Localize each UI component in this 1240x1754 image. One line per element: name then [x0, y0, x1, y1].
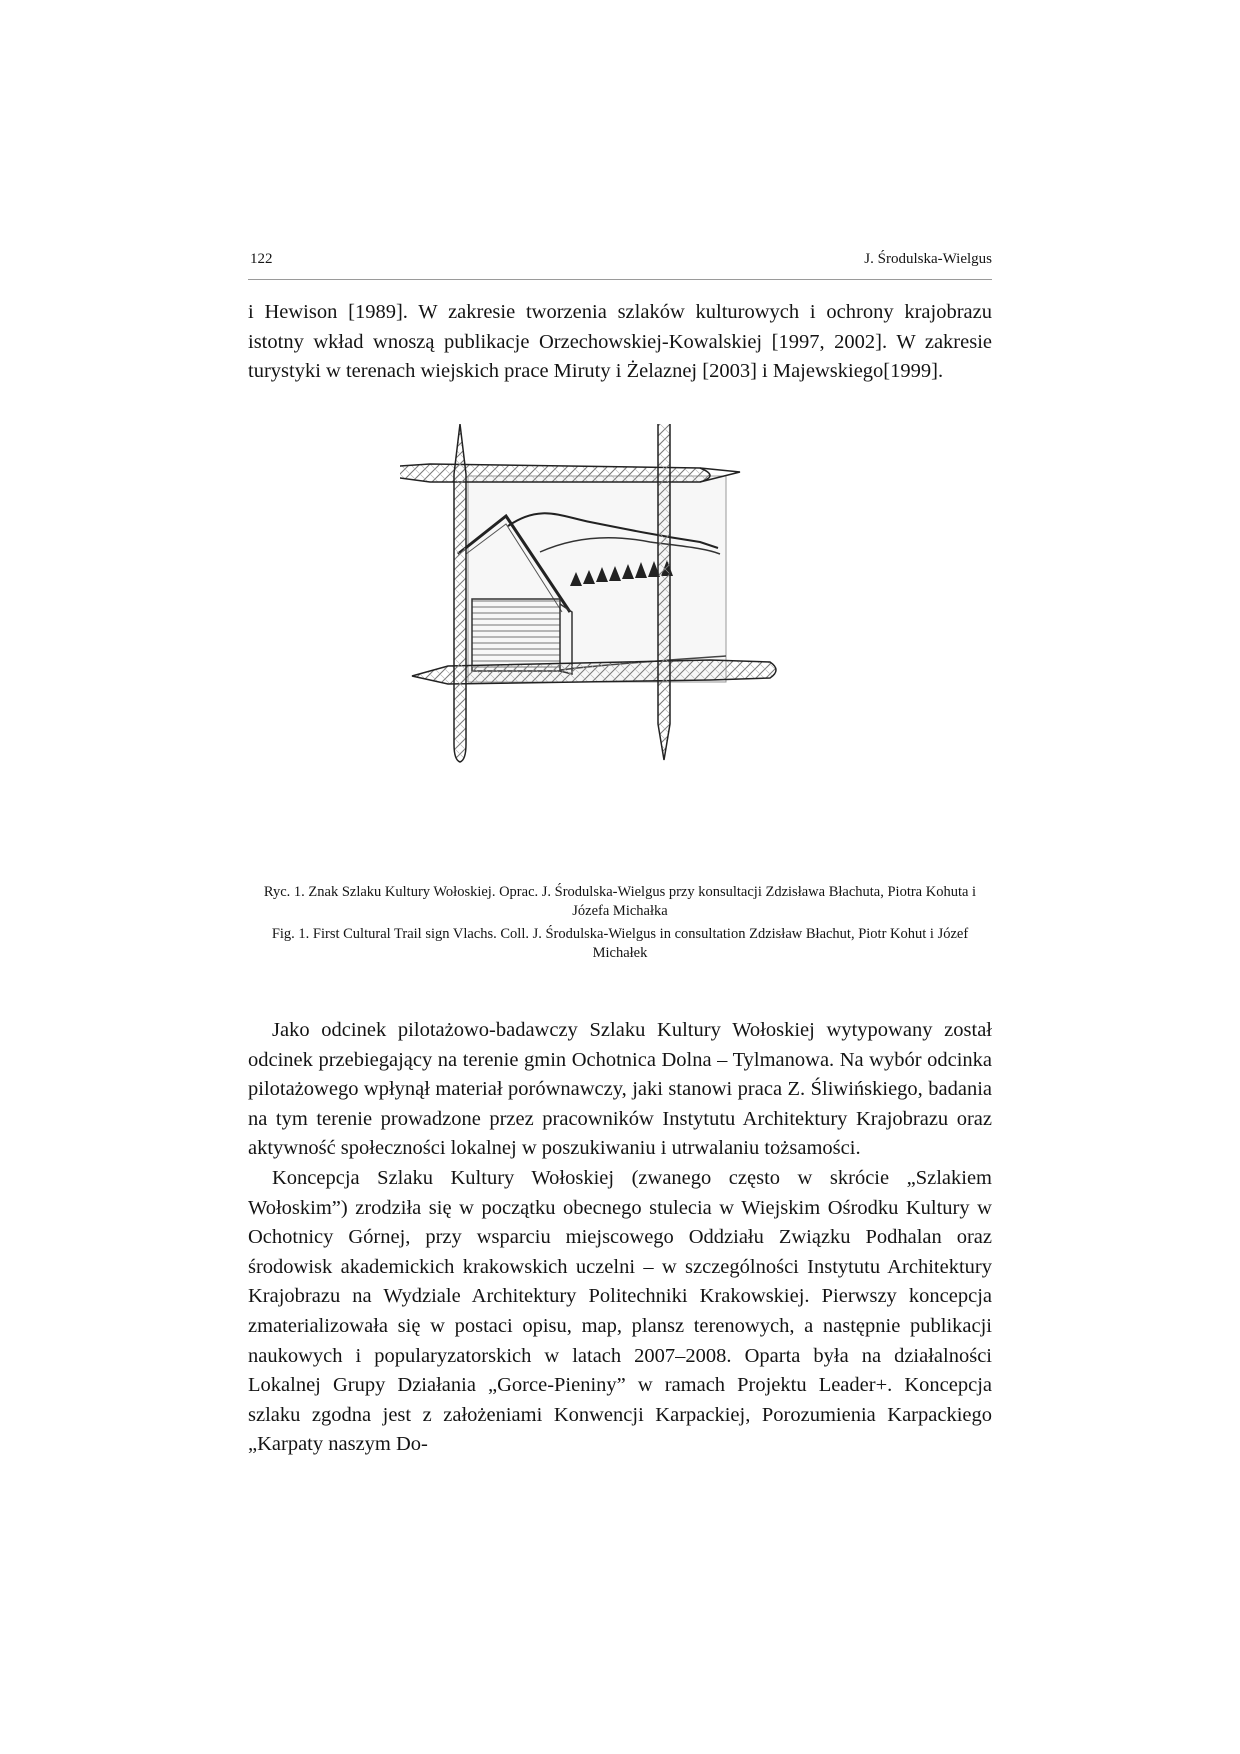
body-paragraph-1: Jako odcinek pilotażowo-badawczy Szlaku Kultury Wołoskiej wytypowany został odcinek przebiegający na terenie gmin Ochotnica Dolna – Tylmanowa. Na wybór odcinka pilotażowego wpłynął materiał porównawczy, jaki stanowi praca Z. Śliwińskiego, badania na tym terenie prowadzone przez pracowników Instytutu Architektury Krajobrazu oraz aktywność społeczności lokalnej w poszukiwaniu i utrwalaniu tożsamości. — [248, 1019, 992, 1160]
caption-polish: Ryc. 1. Znak Szlaku Kultury Wołoskiej. Oprac. J. Środulska-Wielgus przy konsultacji Zdzisława Błachuta, Piotra Kohuta i Józefa Michałka — [263, 884, 977, 919]
figure-1 — [400, 424, 840, 854]
page-number: 122 — [250, 251, 273, 267]
figure-captions — [248, 883, 992, 967]
body-paragraph-2: Koncepcja Szlaku Kultury Wołoskiej (zwanego często w skrócie „Szlakiem Wołoskim”) zrodziła się w początku obecnego stulecia w Wiejskim Ośrodku Kultury w Ochotnicy Górnej, przy wsparciu miejscowego Oddziału Związku Podhalan oraz środowisk akademickich krakowskich uczelni – w szczególności Instytutu Architektury Krajobrazu na Wydziale Architektury Politechniki Krakowskiej. Pierwszy koncepcja zmaterializowała się w postaci opisu, map, plansz terenowych, a następnie publikacji naukowych i popularyzatorskich w latach 2007–2008. Oparta była na działalności Lokalnej Grupy Działania „Gorce-Pieniny” w ramach Projektu Leader+. Koncepcja szlaku zgodna jest z założeniami Konwencji Karpackiej, Porozumienia Karpackiego „Karpaty naszym Do- — [248, 1166, 992, 1456]
caption-english: Fig. 1. First Cultural Trail sign Vlachs. Coll. J. Środulska-Wielgus in consultation Zdzisław Błachut, Piotr Kohut i Józef Michałek — [271, 926, 969, 961]
intro-paragraph: i Hewison [1989]. W zakresie tworzenia szlaków kulturowych i ochrony krajobrazu istotny wkład wnoszą publikacje Orzechowskiej-Kowalskiej [1997, 2002]. W zakresie turystyki w terenach wiejskich prace Miruty i Żelaznej [2003] i Majewskiego[1999]. — [248, 301, 992, 383]
intro-text — [248, 298, 992, 387]
running-header — [248, 249, 992, 280]
running-head-author: J. Środulska-Wielgus — [864, 251, 992, 267]
vlach-trail-sign-icon — [400, 424, 840, 854]
body-text — [248, 1016, 992, 1460]
